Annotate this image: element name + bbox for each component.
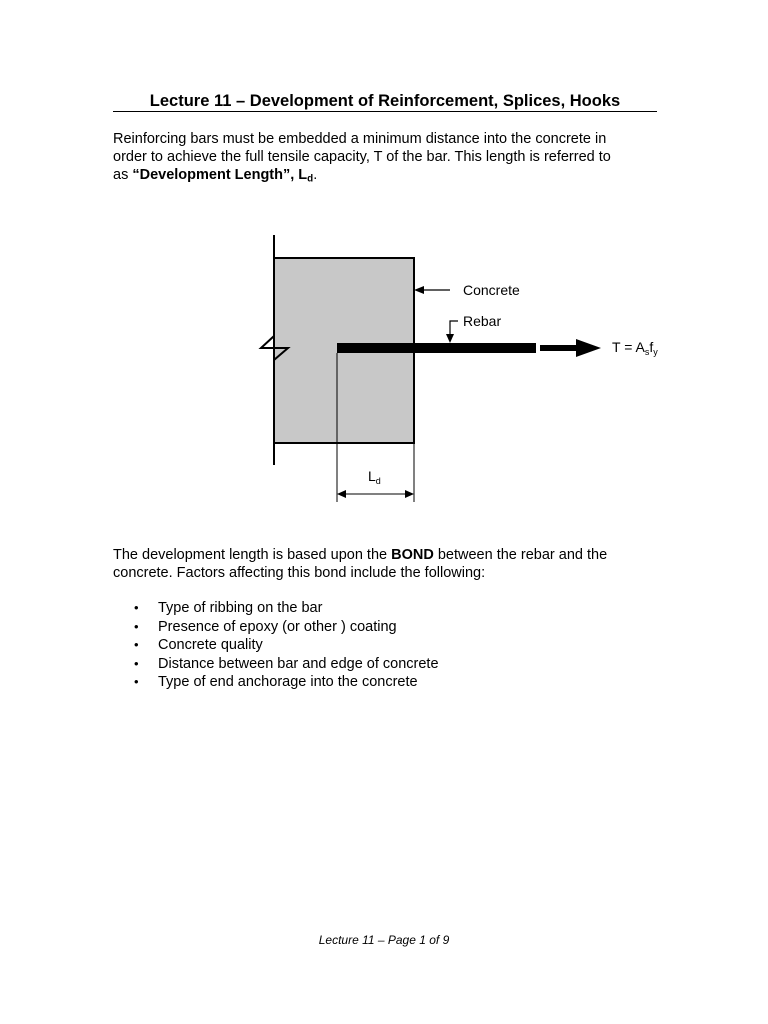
page-footer: Lecture 11 – Page 1 of 9 [318,933,450,947]
intro-line-3-prefix: as [113,167,133,183]
intro-line-3-suffix: . [313,167,318,183]
intro-line-1: Reinforcing bars must be embedded a minimum distance into the concrete in [113,131,607,147]
bullet-icon: • [134,655,139,671]
bullet-icon: • [134,637,139,652]
concrete-leader-arrowhead [414,286,424,294]
concrete-label: Concrete [463,282,520,298]
ld-arrowhead-right [405,490,414,498]
development-length-term: “Development Length”, $L_d$ [132,167,314,185]
ld-arrowhead-left [337,490,346,498]
list-item: • Presence of epoxy (or other ) coating [134,618,397,635]
tension-force-label: $T = A_sf_y$ [612,339,658,357]
bullet-icon: • [134,600,139,615]
page-title: Lecture 11 – Development of Reinforcement, Splices, Hooks [149,92,621,110]
ld-label: $L_d$ [368,468,381,486]
rebar-leader-arrowhead [446,334,454,343]
rebar [337,343,536,353]
tension-arrow-shaft [540,345,576,351]
list-item: • Concrete quality [134,637,263,653]
tension-arrow-head [576,339,601,357]
rebar-leader-line [450,321,458,336]
bond-factors-list [113,599,439,692]
development-length-subscript: d [307,173,314,185]
bond-paragraph [113,546,673,582]
bond-emphasis: BOND [391,547,434,563]
list-item: • Distance between bar and edge of concrete [134,655,439,672]
rebar-label: Rebar [463,313,502,329]
bond-line-1: The development length is based upon the BOND between the rebar and the [113,547,608,563]
bond-line-2: concrete. Factors affecting this bond include the following: [113,565,486,581]
list-item: • Type of ribbing on the bar [134,600,323,616]
list-item: • Type of end anchorage into the concrete [134,674,418,690]
intro-line-2: order to achieve the full tensile capacity, T of the bar. This length is referred to [113,149,611,165]
bullet-icon: • [134,618,139,634]
bullet-icon: • [134,674,139,689]
